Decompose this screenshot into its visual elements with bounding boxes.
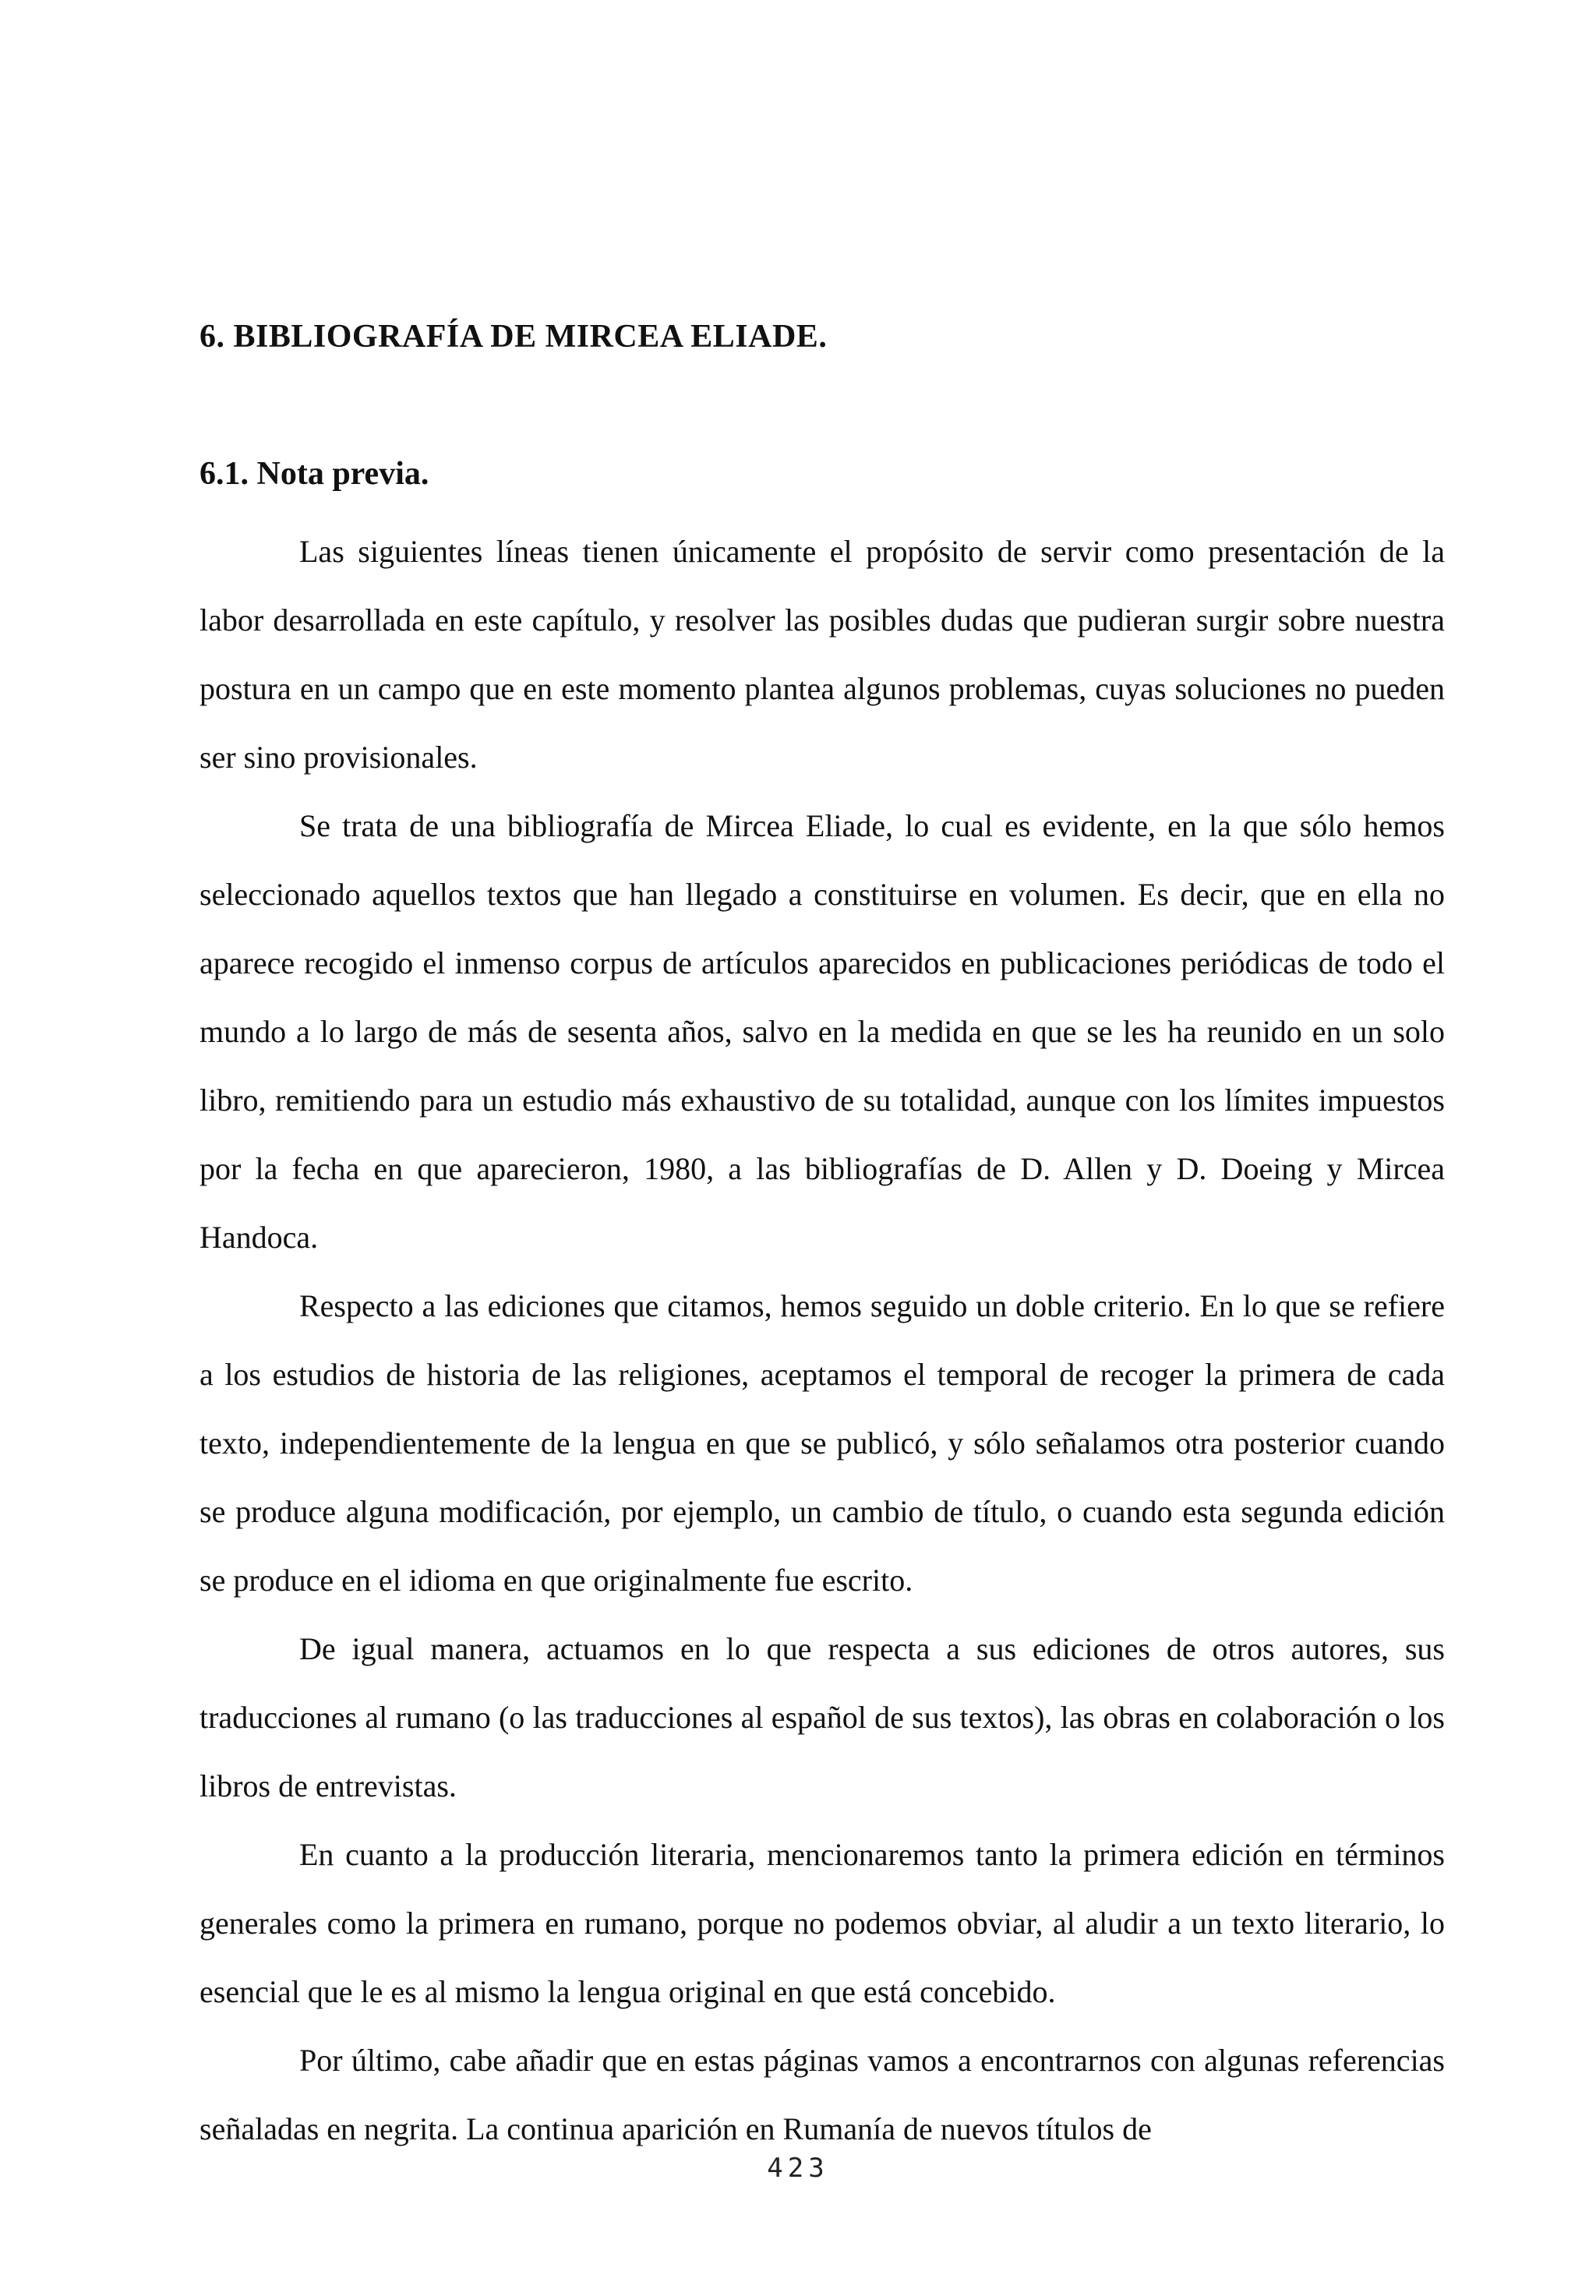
body-text bbox=[200, 517, 1445, 2164]
paragraph-4: De igual manera, actuamos en lo que respecta a sus ediciones de otros autores, sus traducciones al rumano (o las traducciones al español de sus textos), las obras en colaboración o los libros de entrevistas. bbox=[200, 1631, 1445, 1803]
paragraph-3: Respecto a las ediciones que citamos, hemos seguido un doble criterio. En lo que se refiere a los estudios de historia de las religiones, aceptamos el temporal de recoger la primera de cada texto, independientemente de la lengua en que se publicó, y sólo señalamos otra posterior cuando se produce alguna modificación, por ejemplo, un cambio de título, o cuando esta segunda edición se produce en el idioma en que originalmente fue escrito. bbox=[200, 1288, 1445, 1598]
section-heading: 6.1. Nota previa. bbox=[200, 456, 429, 492]
chapter-heading: 6. BIBLIOGRAFÍA DE MIRCEA ELIADE. bbox=[200, 319, 828, 355]
paragraph-1: Las siguientes líneas tienen únicamente el propósito de servir como presentación de la labor desarrollada en este capítulo, y resolver las posibles dudas que pudieran surgir sobre nuestra postura en un campo que en este momento plantea algunos problemas, cuyas soluciones no pueden ser sino provisionales. bbox=[200, 534, 1445, 775]
page-number: 423 bbox=[767, 2153, 829, 2184]
paragraph-5: En cuanto a la producción literaria, mencionaremos tanto la primera edición en términos generales como la primera en rumano, porque no podemos obviar, al aludir a un texto literario, lo esencial que le es al mismo la lengua original en que está concebido. bbox=[200, 1837, 1445, 2009]
paragraph-2: Se trata de una bibliografía de Mircea Eliade, lo cual es evidente, en la que sólo hemos seleccionado aquellos textos que han llegado a constituirse en volumen. Es decir, que en ella no aparece recogido el inmenso corpus de artículos aparecidos en publicaciones periódicas de todo el mundo a lo largo de más de sesenta años, salvo en la medida en que se les ha reunido en un solo libro, remitiendo para un estudio más exhaustivo de su totalidad, aunque con los límites impuestos por la fecha en que aparecieron, 1980, a las bibliografías de D. Allen y D. Doeing y Mircea Handoca. bbox=[200, 808, 1445, 1255]
paragraph-6: Por último, cabe añadir que en estas páginas vamos a encontrarnos con algunas referencias señaladas en negrita. La continua aparición en Rumanía de nuevos títulos de bbox=[200, 2043, 1445, 2146]
